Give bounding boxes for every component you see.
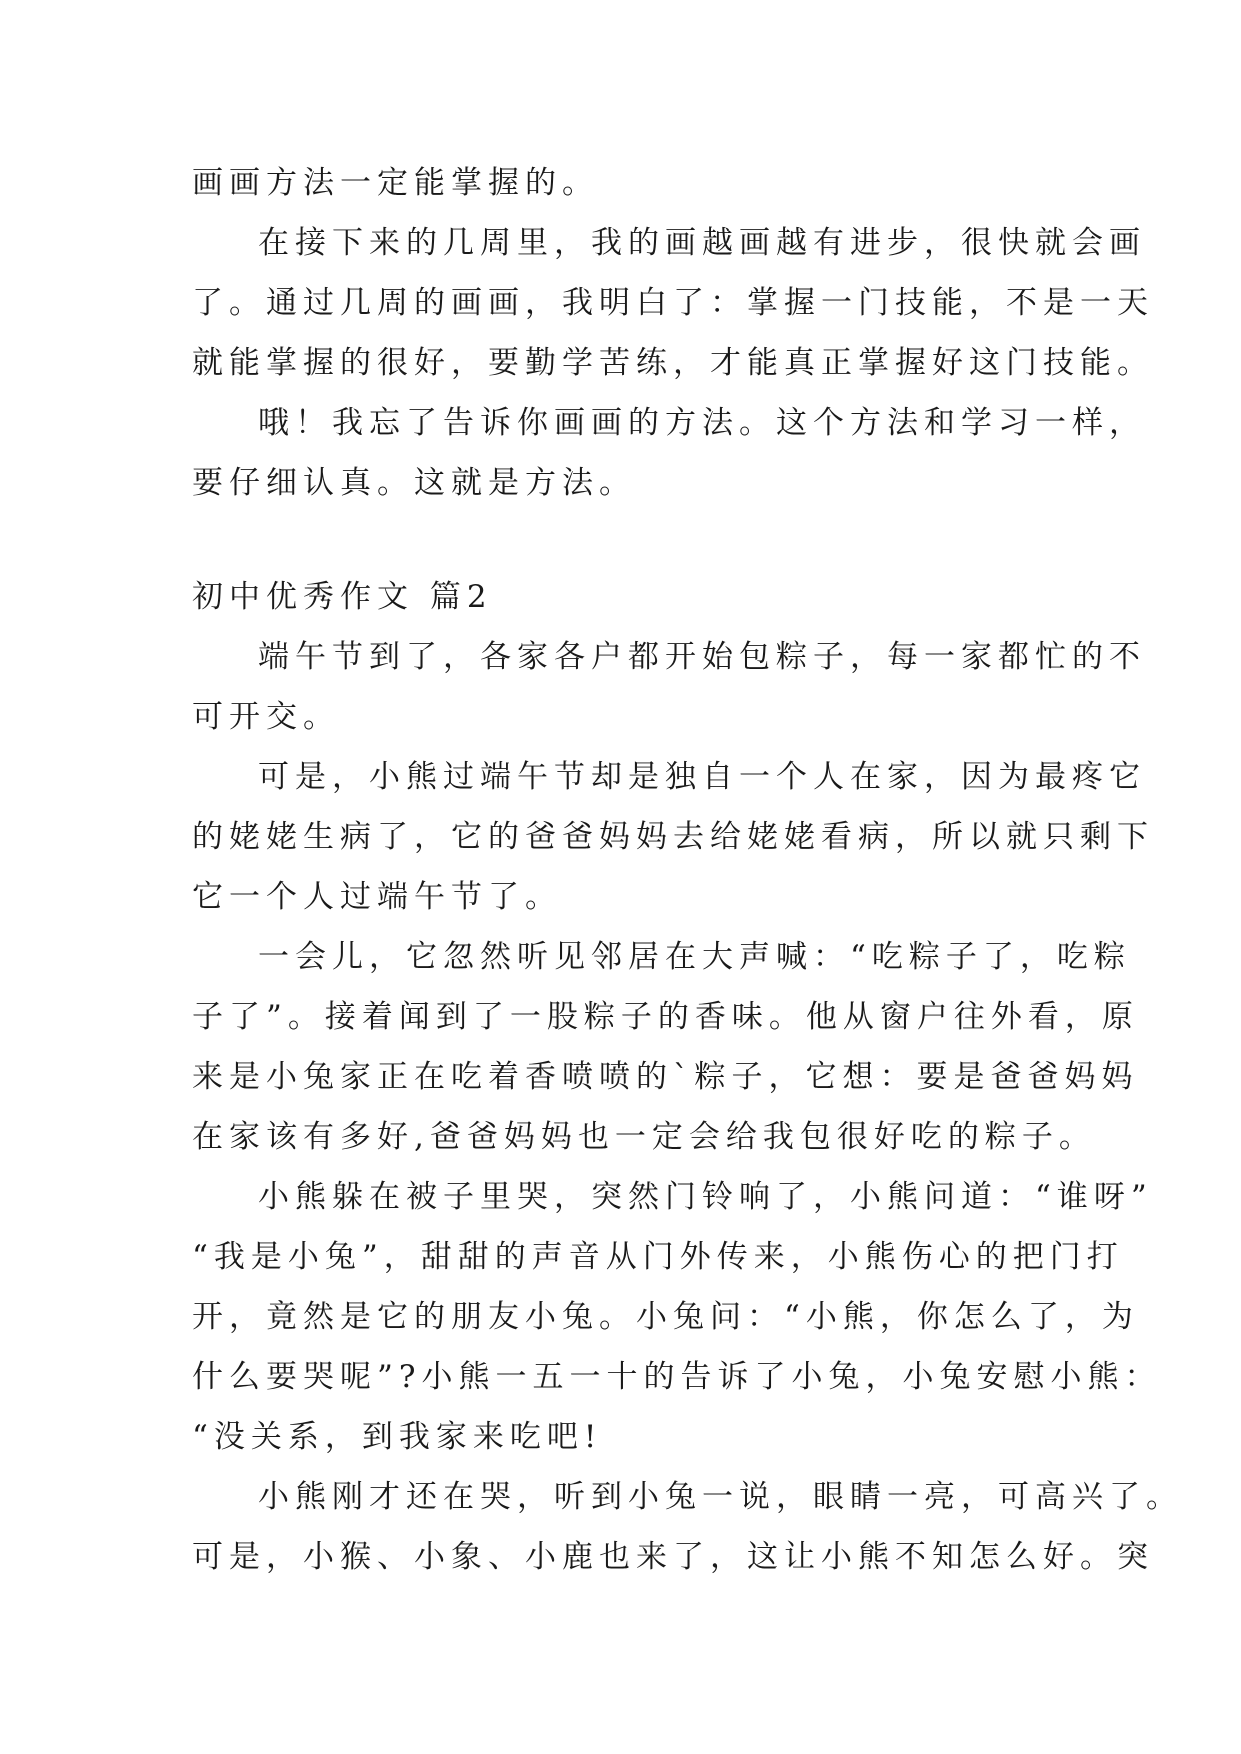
paragraph-line: “我是小兔”，甜甜的声音从门外传来，小熊伤心的把门打 xyxy=(192,1239,1124,1275)
paragraph-line: 的姥姥生病了，它的爸爸妈妈去给姥姥看病，所以就只剩下 xyxy=(192,819,1154,855)
paragraph-line: 可是，小猴、小象、小鹿也来了，这让小熊不知怎么好。突 xyxy=(192,1539,1154,1575)
paragraph-line: 画画方法一定能掌握的。 xyxy=(192,165,599,201)
paragraph-line: 开，竟然是它的朋友小兔。小兔问：“小熊，你怎么了，为 xyxy=(192,1299,1139,1335)
paragraph-line: 一会儿，它忽然听见邻居在大声喊：“吃粽子了，吃粽 xyxy=(258,939,1131,975)
paragraph-line: 在家该有多好,爸爸妈妈也一定会给我包很好吃的粽子。 xyxy=(192,1119,1096,1155)
paragraph-line: “没关系，到我家来吃吧! xyxy=(192,1419,603,1455)
paragraph-line: 就能掌握的很好，要勤学苦练，才能真正掌握好这门技能。 xyxy=(192,345,1154,381)
paragraph-line: 哦！我忘了告诉你画画的方法。这个方法和学习一样， xyxy=(258,405,1146,441)
paragraph-line: 在接下来的几周里，我的画越画越有进步，很快就会画 xyxy=(258,225,1146,261)
paragraph-line: 端午节到了，各家各户都开始包粽子，每一家都忙的不 xyxy=(258,639,1146,675)
section-heading: 初中优秀作文 篇2 xyxy=(192,579,493,615)
paragraph-line: 小熊刚才还在哭，听到小兔一说，眼睛一亮，可高兴了。 xyxy=(258,1479,1183,1515)
paragraph-line: 小熊躲在被子里哭，突然门铃响了，小熊问道：“谁呀” xyxy=(258,1179,1153,1215)
paragraph-line: 可开交。 xyxy=(192,699,340,735)
paragraph-line: 要仔细认真。这就是方法。 xyxy=(192,465,636,501)
paragraph-line: 可是，小熊过端午节却是独自一个人在家，因为最疼它 xyxy=(258,759,1146,795)
paragraph-line: 来是小兔家正在吃着香喷喷的`粽子，它想：要是爸爸妈妈 xyxy=(192,1059,1139,1095)
paragraph-line: 子了”。接着闻到了一股粽子的香味。他从窗户往外看，原 xyxy=(192,999,1139,1035)
paragraph-line: 了。通过几周的画画，我明白了：掌握一门技能，不是一天 xyxy=(192,285,1154,321)
paragraph-line: 它一个人过端午节了。 xyxy=(192,879,562,915)
paragraph-line: 什么要哭呢”?小熊一五一十的告诉了小兔，小兔安慰小熊： xyxy=(192,1359,1162,1395)
